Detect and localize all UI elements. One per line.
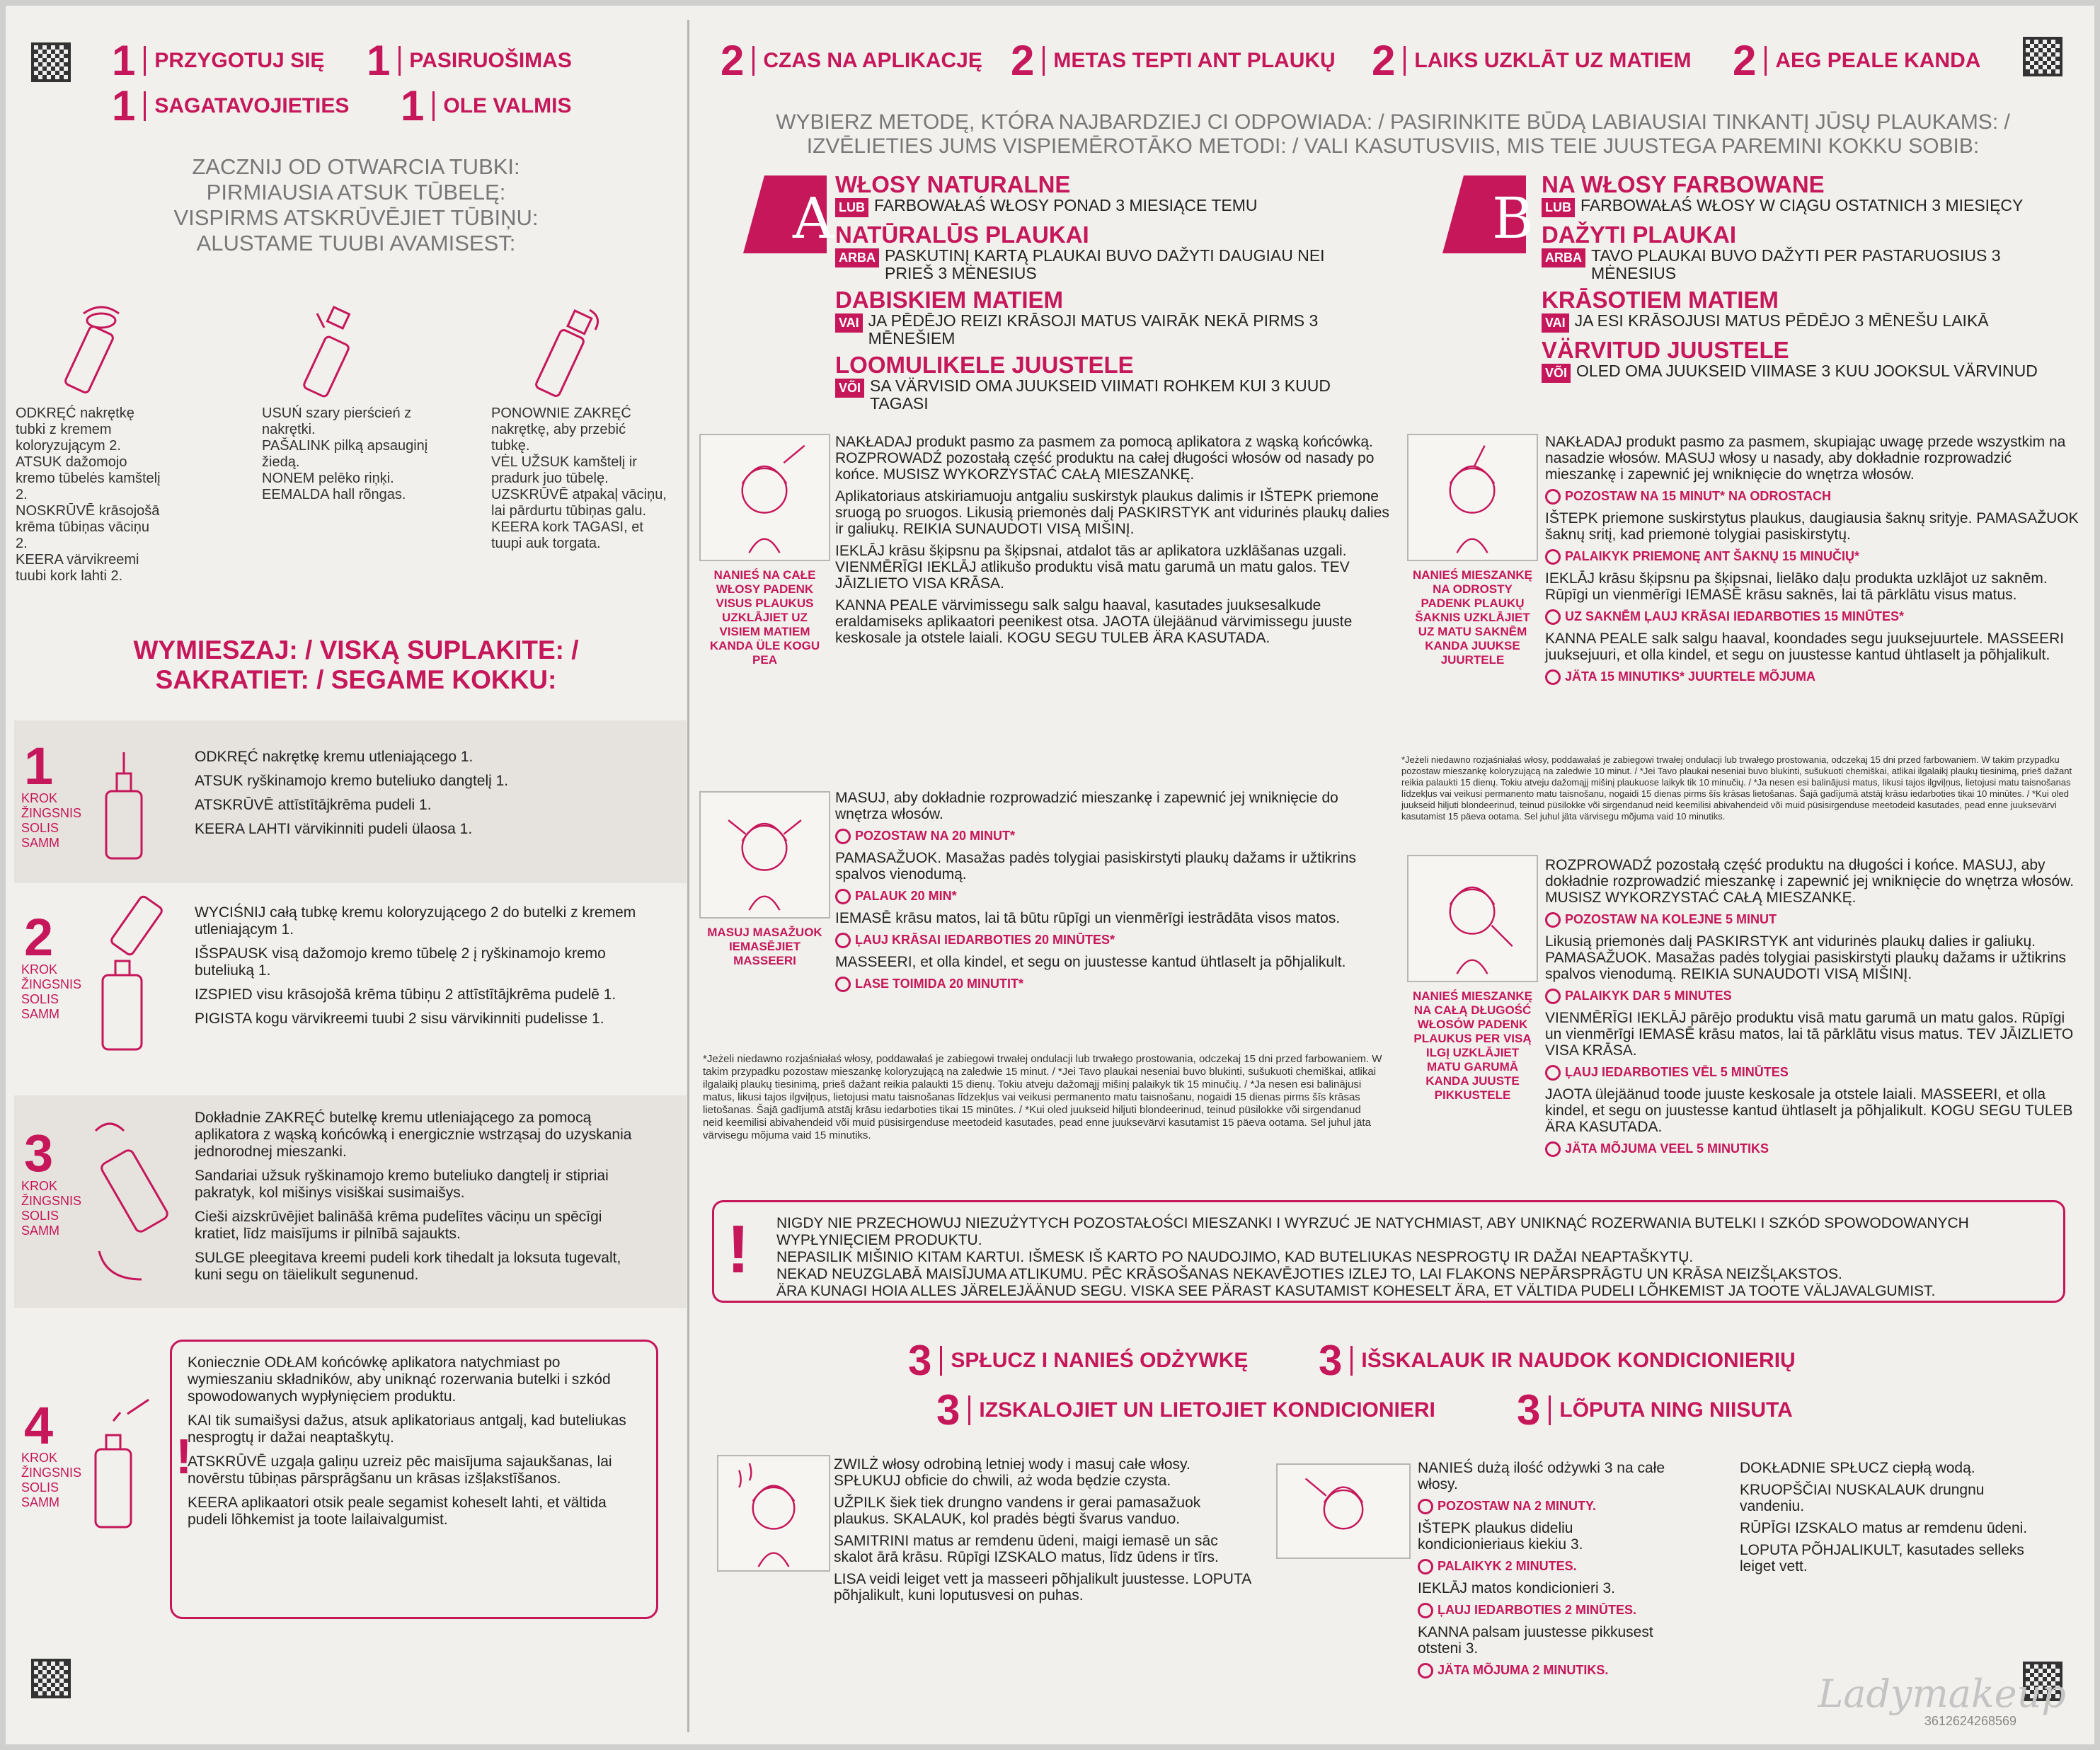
timer-icon: PALAIKYK DAR 5 MINUTES [1545, 988, 2083, 1004]
step-label: KROK ŽINGSNIS SOLIS SAMM [21, 1179, 82, 1238]
apply-roots-caption: NANIEŚ MIESZANKĘ NA ODROSTY PADENK PLAUKŲ ŠAKNIS UZKLĀJIET UZ MATU SAKNĒM KANDA JUUKSE JUURTELE [1412, 568, 1533, 667]
apply-lengths-illustration [1407, 855, 1538, 982]
step-1: 1 KROK ŽINGSNIS SOLIS SAMM ODKRĘĆ nakrętkę kremu utleniającego 1. ATSUK ryškinamojo kremo buteliuko dangtelį 1. ATSKRŪVĒ attīstītājkrēma pudeli 1. KEERA LAHTI värvikinniti pudeli ülaosa 1. [14, 720, 687, 883]
step-label: KROK ŽINGSNIS SOLIS SAMM [21, 962, 82, 1021]
pierce-tube-caption: PONOWNIE ZAKRĘĆ nakrętkę, aby przebić tubkę. VĖL UŽSUK kamštelį ir pradurk juo tūbelę. UZSKRŪVĒ atpakaļ vāciņu, lai pārdurtu tūbiņas galu. KEERA kork TAGASI, et tuupi auk torgata. [491, 405, 667, 551]
warning-box [712, 1200, 2065, 1303]
final-rinse-text: DOKŁADNIE SPŁUCZ ciepłą wodą. KRUOPŠČIAI NUSKALAUK drungnu vandeniu. RŪPĪGI IZSKALO matus ar remdenu ūdeni. LOPUTA PÕHJALIKULT, kasutades selleks leiget vett. [1740, 1460, 2028, 1575]
section-header: 2 LAIKS UZKLĀT UZ MATIEM [1372, 37, 1692, 84]
break-nozzle-icon [85, 1386, 170, 1541]
timer-icon: PALAIKYK PRIEMONĘ ANT ŠAKNŲ 15 MINUČIŲ* [1545, 548, 2083, 565]
timer-icon: POZOSTAW NA 20 MINUT* [835, 828, 1394, 844]
section-header: 1 OLE VALMIS [401, 82, 572, 129]
apply-lengths-caption: NANIEŚ MIESZANKĘ NA CAŁĄ DŁUGOŚĆ WŁOSÓW PADENK PLAUKUS PER VISĄ ILGĮ UZKLĀJIET MATU GARUMĀ KANDA JUUSTE PIKKUSTELE [1412, 989, 1533, 1102]
timer-icon: LASE TOIMIDA 20 MINUTIT* [835, 976, 1394, 992]
method-b-list: NA WŁOSY FARBOWANE LUB FARBOWAŁAŚ WŁOSY W CIĄGU OSTATNICH 3 MIESIĘCY DAŽYTI PLAUKAI ARBA TAVO PLAUKAI BUVO DAŽYTI PER PASTARUOSIUS 3 MĖNESIUS KRĀSOTIEM MATIEM VAI JA ESI KRĀSOJUSI MATUS PĒDĒJO 3 MĒNEŠU LAIKĀ VÄRVITUD JUUSTELE VÕI OLED OMA JUUKSEID VIIMASE 3 KUU JOOKSUL VÄRVINUD [1542, 167, 2079, 383]
open-tube-intro: ZACZNIJ OD OTWARCIA TUBKI: PIRMIAUSIA ATSUK TŪBELĘ: VISPIRMS ATSKRŪVĒJIET TŪBIŅU: ALUSTAME TUUBI AVAMISEST: [173, 154, 539, 255]
datamatrix-code [2023, 37, 2062, 76]
warning-icon: ! [176, 1429, 193, 1484]
massage-illustration [699, 791, 830, 919]
svg-text:B: B [1492, 185, 1534, 251]
method-b-badge [1442, 175, 1534, 253]
timer-icon: ĻAUJ IEDARBOTIES VĒL 5 MINŪTES [1545, 1064, 2083, 1081]
warning-text: NIGDY NIE PRZECHOWUJ NIEZUŻYTYCH POZOSTAŁOŚCI MIESZANKI I WYRZUĆ JE NATYCHMIAST, ABY UNIKNĄĆ ROZERWANIA BUTELKI I SZKÓD SPOWODOWANYCH WYPŁYNIĘCIEM PRODUKTU. NEPASILIK MIŠINIO KITAM KARTUI. IŠMESK IŠ KARTO PO NAUDOJIMO, KAD BUTELIUKAS NESPROGTŲ IR DAŽAI NEAPTAŠKYTŲ. NEKAD NEUZGLABĀ MAISĪJUMA ATLIKUMU. PĒC KRĀSOŠANAS NEKAVĒJOTIES IZLEJ TO, LAI FLAKONS NEPĀRSPRĀGTU UN KRĀSA NEIZŠĻAKSTOS. ÄRA KUNAGI HOIA ALLES JÄRELEJÄÄNUD SEGU. VISKA SEE PÄRAST KASUTAMIST KOHESELT ÄRA, ET VÄLTIDA PUDELI LÕHKEMIST JA TOOTE VÄLJAVALGUMIST. [776, 1215, 1969, 1299]
method-a-footnote: *Jeżeli niedawno rozjaśniałaś włosy, poddawałaś je zabiegowi trwałej ondulacji lub trwałego prostowania, odczekaj 15 dni przed farbowaniem. W takim przypadku pozostaw mieszankę koloryzującą na zaledwie 15 minut. / *Jei Tavo plaukai neseniai buvo blukinti, sušukuoti chemiškai, atlikai ilgalaikį plaukų tiesinimą, prieš dažant reikia palaukti 15 dienų. Tokiu atveju dažomąjį mišinį palaikyk tik 15 minučių. / *Ja nesen esi balinājusi matus, likusi tajos ilgviļņus, lietojusi matu taisnošanas līdzekļus vai veikusi permanento matu taisnošanu, nogaidi 15 dienas pirms šīs krāsas lietošanas. Šajā gadījumā atstāj krāsu iedarboties tikai 15 minūtes. / *Kui oled juukseid hiljuti blondeerinud, teinud püsilokke või sirgendanud neid keemilisi abivahendeid või muid püsisirgenduse meetodeid kasutades, pead enne juuksevärvi kasutamist 15 päeva ootama. Sel juhul jäta värvisegu mõjuma vaid 15 minutiks. [703, 1053, 1382, 1141]
step-2-text: WYCIŚNIJ całą tubkę kremu koloryzującego 2 do butelki z kremem utleniającym 1. IŠSPAUSK visą dažomojo kremo tūbelę 2 į ryškinamojo kremo buteliuką 1. IZSPIED visu krāsojošā krēma tūbiņu 2 attīstītājkrēma pudelē 1. PIGISTA kogu värvikreemi tuubi 2 sisu värvikinniti pudelisse 1. [195, 904, 636, 1027]
rinse-illustration [717, 1455, 830, 1572]
section-header: 1 SAGATAVOJIETIES [112, 82, 350, 129]
timer-icon: POZOSTAW NA KOLEJNE 5 MINUT [1545, 911, 2083, 928]
step-4-box [170, 1340, 658, 1619]
apply-roots-illustration [1407, 434, 1538, 561]
step-2: 2 KROK ŽINGSNIS SOLIS SAMM WYCIŚNIJ całą tubkę kremu koloryzującego 2 do butelki z kremem utleniającym 1. IŠSPAUSK visą dažomojo kremo tūbelę 2 į ryškinamojo kremo buteliuką 1. IZSPIED visu krāsojošā krēma tūbiņu 2 attīstītājkrēma pudelē 1. PIGISTA kogu värvikreemi tuubi 2 sisu värvikinniti pudelisse 1. [14, 890, 687, 1074]
shake-bottle-icon [85, 1110, 184, 1294]
timer-icon: PALAUK 20 MIN* [835, 888, 1394, 904]
section-header: 3 SPŁUCZ I NANIEŚ ODŻYWKĘ [908, 1337, 1249, 1384]
timer-icon: JÄTA 15 MINUTIKS* JUURTELE MÕJUMA [1545, 669, 2083, 685]
timer-icon: POZOSTAW NA 2 MINUTY. [1418, 1498, 1672, 1514]
watermark: Ladymakeup [1818, 1671, 2066, 1716]
step-3-text: Dokładnie ZAKRĘĆ butelkę kremu utleniającego za pomocą aplikatora z wąską końcówką i energicznie wstrząsaj do uzyskania jednorodnej mieszanki. Sandariai užsuk ryškinamojo kremo buteliuko dangtelį ir stipriai pakratyk, kol mišinys visiškai susimaišys. Cieši aizskrūvējiet balināšā krēma pudelītes vāciņu un spēcīgi kratiet, līdz maisījums ir pilnībā sajaukts. SULGE pleegitava kreemi pudeli kork tihedalt ja loksuta tugevalt, kuni segu on täielikult segunenud. [195, 1110, 632, 1283]
section-header: 2 CZAS NA APLIKACJĘ [721, 37, 982, 84]
apply-all-hair-caption: NANIEŚ NA CAŁE WŁOSY PADENK VISUS PLAUKUS UZKLĀJIET UZ VISIEM MATIEM KANDA ÜLE KOGU PEA [709, 568, 820, 667]
section-header: 3 IZSKALOJIET UN LIETOJIET KONDICIONIERI [936, 1386, 1435, 1434]
apply-all-hair-illustration [699, 434, 830, 561]
section-header: 3 IŠSKALAUK IR NAUDOK KONDICIONIERIŲ [1319, 1337, 1796, 1384]
tube-open-illustration [45, 299, 137, 405]
timer-icon: ĻAUJ IEDARBOTIES 2 MINŪTES. [1418, 1602, 1672, 1618]
method-a-massage-text: MASUJ, aby dokładnie rozprowadzić mieszankę i zapewnić jej wniknięcie do wnętrza włosów. POZOSTAW NA 20 MINUT* PAMASAŽUOK. Masažas padės tolygiai pasiskirstyti plaukų dažams ir užtikrins spalvos vienodumą. PALAUK 20 MIN* IEMASĒ krāsu matos, lai tā būtu rūpīgi un vienmērīgi iestrādāta visos matos. ĻAUJ KRĀSAI IEDARBOTIES 20 MINŪTES* MASSEERI, et olla kindel, et segu on juustesse kantud ühtlaselt ja põhjalikult. LASE TOIMIDA 20 MINUTIT* [835, 790, 1394, 998]
svg-text:A: A [793, 185, 834, 251]
step-label: KROK ŽINGSNIS SOLIS SAMM [21, 1451, 82, 1509]
developer-bottle-icon [92, 742, 156, 862]
step-label: KROK ŽINGSNIS SOLIS SAMM [21, 791, 82, 850]
timer-icon: POZOSTAW NA 15 MINUT* NA ODROSTACH [1545, 488, 2083, 505]
choose-method: WYBIERZ METODĘ, KTÓRA NAJBARDZIEJ CI ODPOWIADA: / PASIRINKITE BŪDĄ LABIAUSIAI TINKANTĮ JŪSŲ PLAUKAMS: / IZVĒLIETIES JUMS VISPIEMĒROTĀKO METODI: / VALI KASUTUSVIIS, MIS TEIE JUUSTEGA PAREMINI KOKKU SOBIB: [776, 110, 2010, 158]
section-header: 1 PRZYGOTUJ SIĘ [112, 37, 325, 84]
timer-icon: JÄTA MÕJUMA 2 MINUTIKS. [1418, 1662, 1672, 1679]
pierce-tube-illustration [522, 299, 614, 405]
section-header: 3 LÕPUTA NING NIISUTA [1517, 1386, 1793, 1434]
section-header: 2 METAS TEPTI ANT PLAUKŲ [1011, 37, 1336, 84]
section-header: 2 AEG PEALE KANDA [1733, 37, 1981, 84]
section-header: 1 PASIRUOŠIMAS [367, 37, 572, 84]
conditioner-illustration [1276, 1463, 1411, 1559]
timer-icon: PALAIKYK 2 MINUTES. [1418, 1558, 1672, 1575]
datamatrix-code [31, 42, 71, 82]
datamatrix-code [31, 1659, 71, 1698]
method-b-lengths-text: ROZPROWADŹ pozostałą część produktu na długości i końce. MASUJ, aby dokładnie rozprowadzić mieszankę i zapewnić jej wniknięcie do wnętrza włosów. MUSISZ WYKORZYSTAĆ CAŁĄ MIESZANKĘ. POZOSTAW NA KOLEJNE 5 MINUT Likusią priemonės dalį PASKIRSTYK ant vidurinės plaukų dalies ir galiukų. PAMASAŽUOK. Masažas padės tolygiai pasiskirstyti plaukų dažams ir užtikrins spalvos vienodumą. REIKIA SUNAUDOTI VISĄ MIŠINĮ. PALAIKYK DAR 5 MINUTES VIENMĒRĪGI IEKLĀJ pārējo produktu visā matu garumā un matu galos. Rūpīgi un vienmērīgi IEMASĒ krāsu matos, lai tā pārklātu visus matus. TEV JĀIZLIETO VISA KRĀSA. ĻAUJ IEDARBOTIES VĒL 5 MINŪTES JAOTA ülejäänud toode juuste keskosale ja otstele laiali. MASSEERI, et olla kindel, et segu on juustesse kantud ühtlaselt ja põhjalikult. KOGU SEGU TULEB ÄRA KASUTADA. JÄTA MÕJUMA VEEL 5 MINUTIKS [1545, 857, 2083, 1163]
mix-heading: WYMIESZAJ: / VISKĄ SUPLAKITE: / SAKRATIET: / SEGAME KOKKU: [133, 635, 579, 694]
method-b-footnote: *Jeżeli niedawno rozjaśniałaś włosy, poddawałaś je zabiegowi trwałej ondulacji lub trwałego prostowania, odczekaj 15 dni przed farbowaniem. W takim przypadku pozostaw mieszankę koloryzującą na zaledwie 10 minut. / *Jei Tavo plaukai neseniai buvo blukinti, sušukuoti chemiškai, atlikai ilgalaikį plaukų tiesinimą, prieš dažant reikia palaukti 15 dienų. Tokiu atveju dažomąjį mišinį plaukuose laikyk tik 10 minučių. / *Ja nesen esi balinājusi matus, likusi tajos ilgviļņus, lietojusi matu taisnošanas līdzekļus vai veikusi permanento matu taisnošanu, nogaidi 15 dienas pirms šīs krāsas lietošanas. Šajā gadījumā atstāj krāsu iedarboties tikai 10 minūtes. / *Kui oled juukseid hiljuti blondeerinud, teinud püsilokke või sirgendanud neid keemilisi abivahendeid või muid püsisirgenduse meetodeid kasutades, pead enne juuksevärvi kasutamist 15 päeva ootama. Sel juhul jäta värvisegu mõjuma vaid 10 minutiks. [1401, 754, 2072, 822]
product-code: 3612624268569 [1924, 1714, 2016, 1728]
conditioner-text: NANIEŚ dużą ilość odżywki 3 na całe włosy. POZOSTAW NA 2 MINUTY. IŠTEPK plaukus dideliu kondicionieriaus kiekiu 3. PALAIKYK 2 MINUTES. IEKLĀJ matos kondicionieri 3. ĻAUJ IEDARBOTIES 2 MINŪTES. KANNA palsam juustesse pikkusest otsteni 3. JÄTA MÕJUMA 2 MINUTIKS. [1418, 1460, 1672, 1684]
timer-icon: JÄTA MÕJUMA VEEL 5 MINUTIKS [1545, 1141, 2083, 1157]
step-4: 4 KROK ŽINGSNIS SOLIS SAMM ! [14, 1329, 687, 1633]
ring-remove-caption: USUŃ szary pierścień z nakrętki. PAŠALINK pilką apsauginį žiedą. NONEM pelēko riņķi. EEMALDA hall rõngas. [262, 405, 428, 502]
rinse-text: ZWILŻ włosy odrobiną letniej wody i masuj całe włosy. SPŁUKUJ obficie do chwili, aż woda będzie czysta. UŽPILK šiek tiek drungno vandens ir gerai pamasažuok plaukus. SKALAUK, kol pradės bėgti švarus vanduo. SAMITRINI matus ar remdenu ūdeni, maigi iemasē un sāc skalot ārā krāsu. Rūpīgi IZSKALO matus, līdz ūdens ir tīrs. LISA veidi leiget vett ja masseeri põhjalikult juustesse. LOPUTA põhjalikult, kuni loputusvesi on puhas. [834, 1456, 1251, 1604]
method-a-list: WŁOSY NATURALNE LUB FARBOWAŁAŚ WŁOSY PONAD 3 MIESIĄCE TEMU NATŪRALŪS PLAUKAI ARBA PASKUTINĮ KARTĄ PLAUKAI BUVO DAŽYTI DAUGIAU NEI PRIEŠ 3 MĖNESIUS DABISKIEM MATIEM VAI JA PĒDĒJO REIZI KRĀSOJI MATUS VAIRĀK NEKĀ PIRMS 3 MĒNEŠIEM LOOMULIKELE JUUSTELE VÕI SA VÄRVISID OMA JUUKSEID VIIMATI ROHKEM KUI 3 KUUD TAGASI [835, 171, 1331, 413]
step-4-text: Koniecznie ODŁAM końcówkę aplikatora natychmiast po wymieszaniu składników, aby uniknąć rozerwania butelki i szkód spowodowanych wypłynięciem produktu. KAI tik sumaišysi dažus, atsuk aplikatoriaus antgalį, kad buteliukas nesprogtų ir dažai neaptaškytų. ATSKRŪVĒ uzgaļa galiņu uzreiz pēc maisījuma sajaukšanas, lai novērstu tūbiņas pārsprāgšanu un krāsas izšļakstīšanos. KEERA aplikaatori otsik peale segamist koheselt lahti, et vältida pudeli lõhkemist ja toote lailaivalgumist. [188, 1354, 626, 1528]
warning-icon: ! [727, 1211, 750, 1287]
step-3: 3 KROK ŽINGSNIS SOLIS SAMM Dokładnie ZAKRĘĆ butelkę kremu utleniającego za pomocą aplikatora z wąską końcówką i energicznie wstrząsaj do uzyskania jednorodnej mieszanki. Sandariai užsuk ryškinamojo kremo buteliuko dangtelį ir stipriai pakratyk, kol mišinys visiškai susimaišys. Cieši aizskrūvējiet balināšā krēma pudelītes vāciņu un spēcīgi kratiet, līdz maisījums ir pilnībā sajaukts. SULGE pleegitava kreemi pudeli kork tihedalt ja loksuta tugevalt, kuni segu on täielikult segunenud. [14, 1095, 687, 1308]
squeeze-tube-icon [81, 890, 180, 1060]
instruction-sheet [6, 6, 2094, 1744]
timer-icon: UZ SAKNĒM ĻAUJ KRĀSAI IEDARBOTIES 15 MINŪTES* [1545, 609, 2083, 625]
timer-icon: ĻAUJ KRĀSAI IEDARBOTIES 20 MINŪTES* [835, 932, 1394, 948]
open-tube-caption: ODKRĘĆ nakrętkę tubki z kremem koloryzującym 2. ATSUK dažomojo kremo tūbelės kamštelį 2. NOSKRŪVĒ krāsojošā krēma tūbiņas vāciņu 2. KEERA värvikreemi tuubi kork lahti 2. [16, 405, 161, 584]
ring-remove-illustration [282, 299, 374, 405]
method-a-badge [743, 175, 834, 253]
step-1-text: ODKRĘĆ nakrętkę kremu utleniającego 1. ATSUK ryškinamojo kremo buteliuko dangtelį 1. ATSKRŪVĒ attīstītājkrēma pudeli 1. KEERA LAHTI värvikinniti pudeli ülaosa 1. [195, 749, 509, 837]
method-a-apply-text: NAKŁADAJ produkt pasmo za pasmem za pomocą aplikatora z wąską końcówką. ROZPROWADŹ pozostałą część produktu na całej długości włosów od nasady po końce. MUSISZ WYKORZYSTAĆ CAŁĄ MIESZANKĘ. Aplikatoriaus atskiriamuoju antgaliu suskirstyk plaukus dalimis ir IŠTEPK priemone sruogą po sruogos. Likusią priemonės dalį PASKIRSTYK ant vidurinės plaukų dalies ir galiukų. REIKIA SUNAUDOTI VISĄ MIŠINĮ. IEKLĀJ krāsu šķipsnu pa šķipsnai, atdalot tās ar aplikatora uzklāšanas uzgali. VIENMĒRĪGI IEKLĀJ atlikušo produktu visā matu garumā un matu galos. TEV JĀIZLIETO VISA KRĀSA. KANNA PEALE värvimissegu salk salgu haaval, kasutades juuksesalkude eraldamiseks aplikaatori peenikest otsa. JAOTA ülejäänud värvimissegu juuste keskosale ja otstele laiali. KOGU SEGU TULEB ÄRA KASUTADA. [835, 434, 1389, 646]
massage-caption: MASUJ MASAŽUOK IEMASĒJIET MASSEERI [707, 926, 822, 967]
method-b-roots-text: NAKŁADAJ produkt pasmo za pasmem, skupiając uwagę przede wszystkim na nasadzie włosów. MASUJ włosy u nasady, aby dokładnie rozprowadzić mieszankę i zapewnić jej wniknięcie do wnętrza włosów. POZOSTAW NA 15 MINUT* NA ODROSTACH IŠTEPK priemone suskirstytus plaukus, daugiausia šaknų srityje. PAMASAŽUOK šaknų sritį, kad priemonė tolygiai pasiskirstytų. PALAIKYK PRIEMONĘ ANT ŠAKNŲ 15 MINUČIŲ* IEKLĀJ krāsu šķipsnu pa šķipsnai, lielāko daļu produkta uzklājot uz saknēm. Rūpīgi un vienmērīgi IEMASĒ krāsu saknēs, lai tā pārklātu visus matus. UZ SAKNĒM ĻAUJ KRĀSAI IEDARBOTIES 15 MINŪTES* KANNA PEALE salk salgu haaval, koondades segu juuksejuurtele. MASSEERI juuksejuuri, et olla kindel, et segu on juustesse kantud ühtlaselt ja põhjalikult. JÄTA 15 MINUTIKS* JUURTELE MÕJUMA [1545, 434, 2083, 691]
column-divider [687, 20, 689, 1732]
